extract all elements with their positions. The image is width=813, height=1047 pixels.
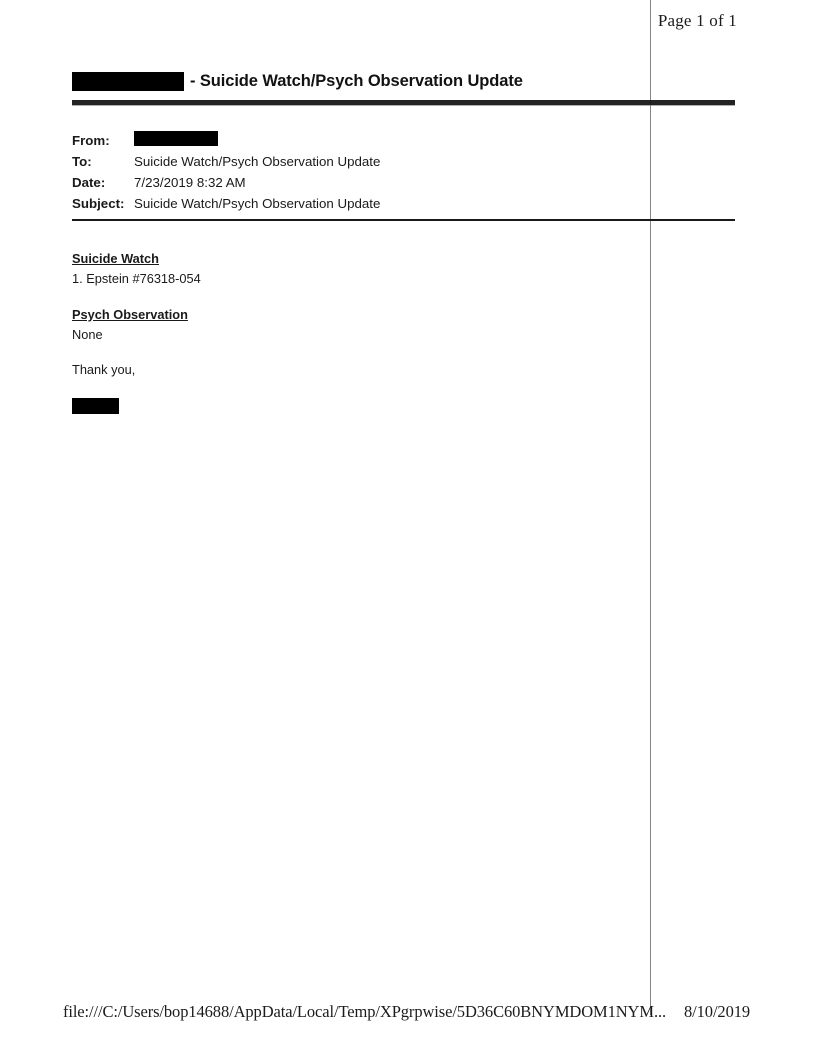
field-row-subject	[72, 193, 735, 214]
closing-line: Thank you,	[72, 362, 136, 377]
redaction-block-signature	[72, 398, 119, 414]
header-body-divider	[72, 219, 735, 221]
document-title	[72, 72, 523, 91]
field-label-to: To:	[72, 154, 92, 169]
message-header-fields	[72, 130, 735, 214]
page-number: Page 1 of 1	[657, 11, 737, 30]
suicide-watch-list: 1. Epstein #76318-054	[72, 271, 201, 286]
message-body	[72, 250, 672, 419]
psych-observation-heading: Psych Observation	[72, 307, 188, 322]
field-row-to	[72, 151, 735, 172]
redaction-block-sender	[72, 72, 184, 91]
psych-observation-value: None	[72, 327, 103, 342]
footer-file-path: file:///C:/Users/bop14688/AppData/Local/Temp/XPgrpwise/5D36C60BNYMDOM1NYM...	[62, 1002, 667, 1021]
spacer	[72, 288, 672, 306]
redaction-block-from	[134, 131, 218, 146]
field-label-from: From:	[72, 133, 110, 148]
document-footer	[0, 1002, 813, 1022]
suicide-watch-heading: Suicide Watch	[72, 251, 159, 266]
field-row-from	[72, 130, 735, 151]
title-divider	[72, 100, 735, 105]
field-value-date: 7/23/2019 8:32 AM	[134, 175, 246, 190]
spacer	[72, 344, 672, 359]
field-row-date	[72, 172, 735, 193]
field-label-subject: Subject:	[72, 196, 125, 211]
footer-print-date: 8/10/2019	[684, 1002, 751, 1021]
field-value-to: Suicide Watch/Psych Observation Update	[134, 154, 381, 169]
field-label-date: Date:	[72, 175, 106, 190]
field-value-subject: Suicide Watch/Psych Observation Update	[134, 196, 381, 211]
document-title-text: - Suicide Watch/Psych Observation Update	[190, 72, 523, 90]
field-value-from	[134, 130, 735, 151]
